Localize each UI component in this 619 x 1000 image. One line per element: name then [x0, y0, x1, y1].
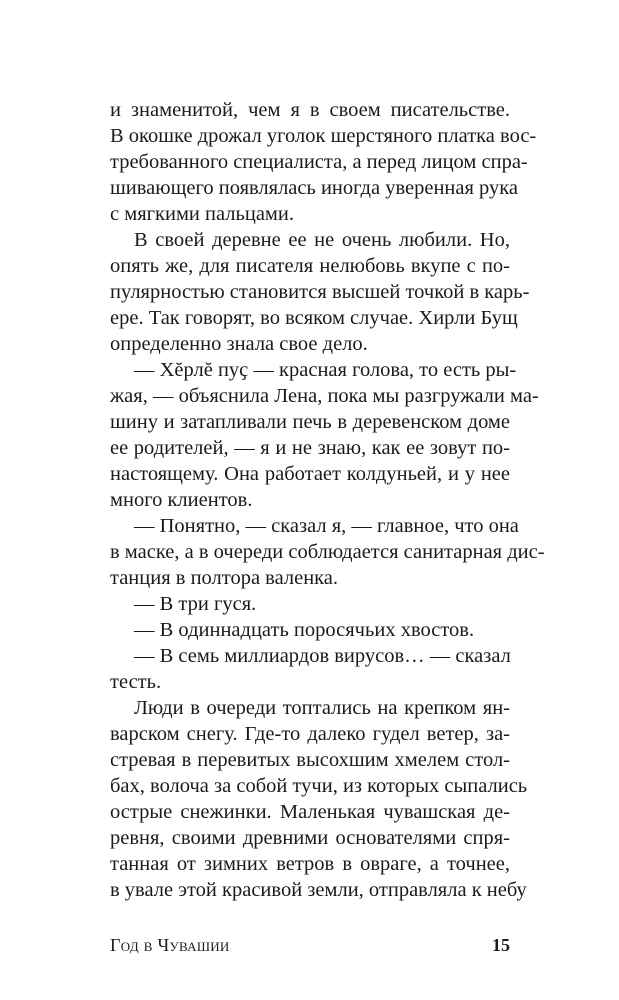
- text-line: шивающего появлялась иногда уверенная рука: [110, 177, 519, 199]
- text-line: требованного специалиста, а перед лицом спра-: [110, 151, 528, 173]
- text-line: определенно знала свое дело.: [110, 333, 368, 355]
- text-line: ревня, своими древними основателями спря-: [110, 827, 510, 849]
- text-line: опять же, для писателя нелюбовь вкупе с по-: [110, 255, 510, 277]
- text-line: ере. Так говорят, во всяком случае. Хирли Бущ: [110, 307, 518, 329]
- paragraph-first-line: — Понятно, — сказал я, — главное, что она: [134, 515, 519, 537]
- paragraph-first-line: В своей деревне ее не очень любили. Но,: [134, 229, 510, 251]
- page-number: 15: [492, 935, 510, 955]
- text-line: танная от зимних ветров в овраге, а точнее,: [110, 853, 510, 875]
- paragraph-first-line: — Хĕрлĕ пуҫ — красная голова, то есть ры-: [134, 359, 517, 381]
- text-line: варском снегу. Где-то далеко гудел ветер, за-: [110, 723, 510, 745]
- text-line: с мягкими пальцами.: [110, 203, 294, 225]
- paragraph-first-line: — В семь миллиардов вирусов… — сказал: [134, 645, 511, 667]
- text-line: пулярностью становится высшей точкой в карь-: [110, 281, 530, 303]
- paragraph-first-line: — В одиннадцать поросячьих хвостов.: [134, 619, 475, 641]
- text-line: шину и затапливали печь в деревенском доме: [110, 411, 510, 433]
- text-line: жая, — объяснила Лена, пока мы разгружали ма-: [110, 385, 539, 407]
- text-line: много клиентов.: [110, 489, 253, 511]
- text-line: ее родителей, — я и не знаю, как ее зовут по-: [110, 437, 510, 459]
- text-line: В окошке дрожал уголок шерстяного платка вос-: [110, 125, 537, 147]
- paragraph-first-line: Люди в очереди топтались на крепком ян-: [134, 697, 510, 719]
- text-line: тесть.: [110, 671, 162, 693]
- paragraph-first-line: — В три гуся.: [134, 593, 257, 615]
- text-line: в увале этой красивой земли, отправляла к небу: [110, 879, 527, 901]
- running-title: Год в Чувашии: [110, 935, 230, 955]
- text-line: и знаменитой, чем я в своем писательстве.: [110, 99, 510, 121]
- text-line: острые снежинки. Маленькая чувашская де-: [110, 801, 510, 823]
- text-line: стревая в перевитых высохшим хмелем стол-: [110, 749, 510, 771]
- text-line: в маске, а в очереди соблюдается санитарная дис-: [110, 541, 545, 563]
- text-line: бах, волоча за собой тучи, из которых сыпались: [110, 775, 528, 797]
- text-line: настоящему. Она работает колдуньей, и у нее: [110, 463, 510, 485]
- text-line: танция в полтора валенка.: [110, 567, 339, 589]
